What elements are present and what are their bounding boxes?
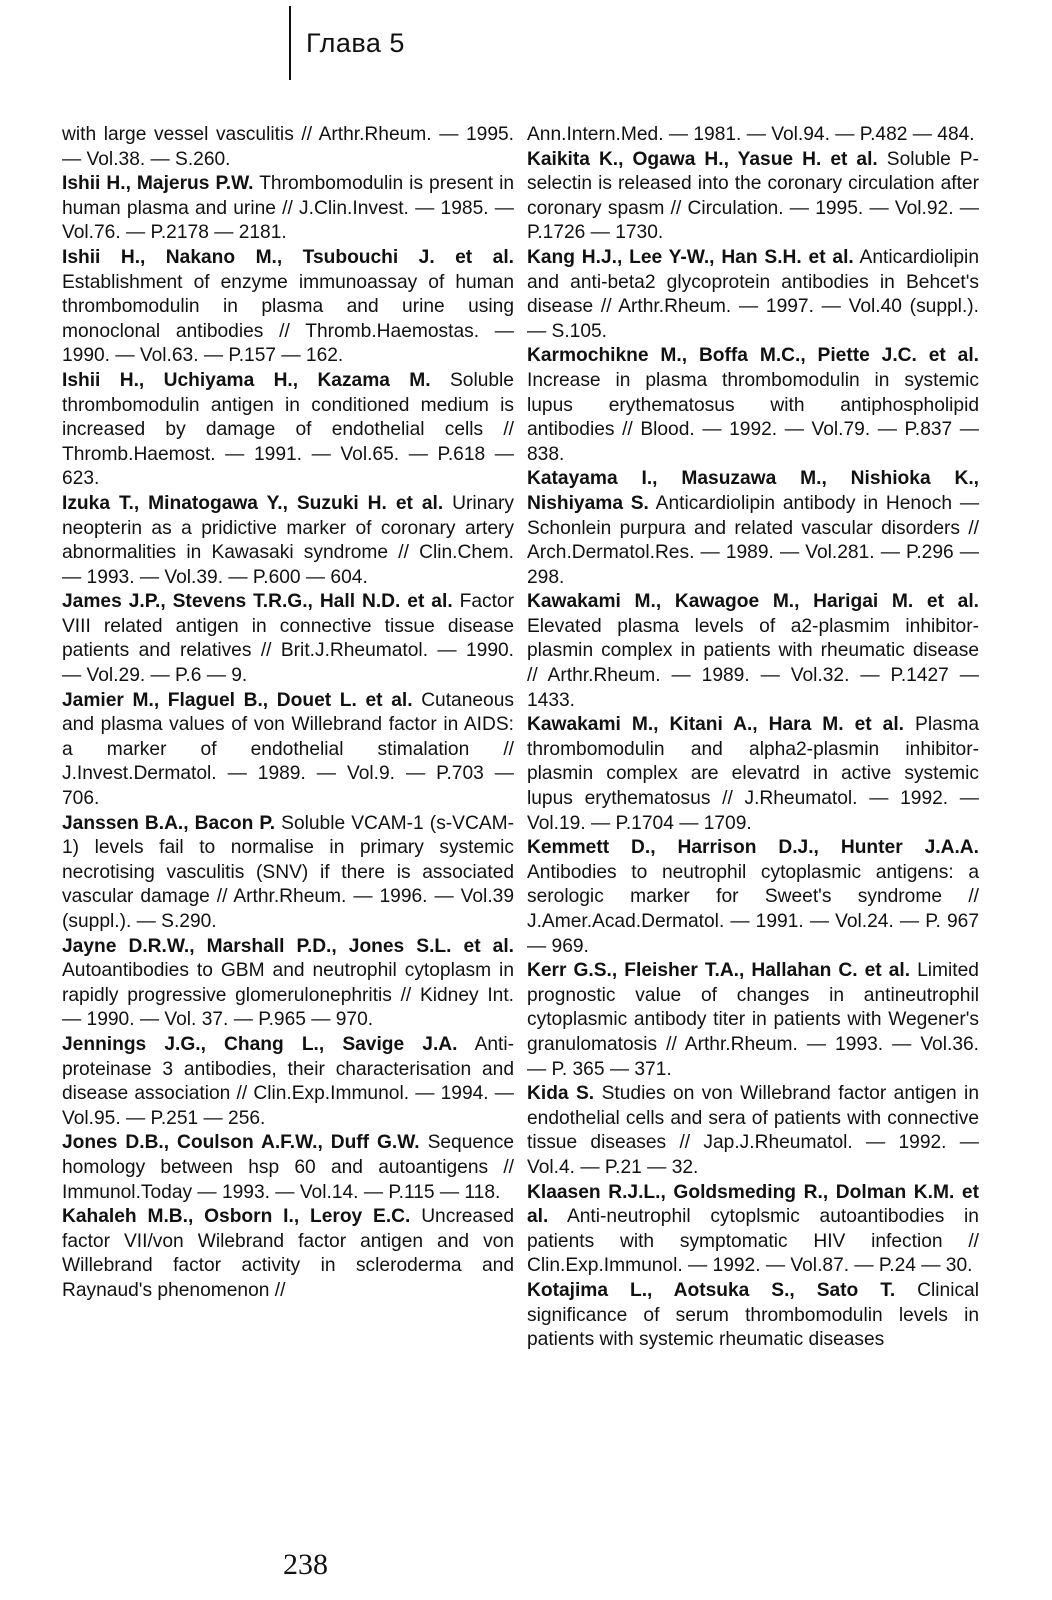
reference-entry (527, 590, 979, 713)
reference-entry (62, 590, 514, 688)
reference-text: Soluble VCAM-1 (s-VCAM-1) levels fail to normalise in primary systemic necrotising vasculitis (SNV) if there is associated vascular damage // Arthr.Rheum. — 1996. — Vol.39 (suppl.). — S.290. (62, 812, 515, 932)
reference-text: Cutaneous and plasma values of von Willebrand factor in AIDS: a marker of endothelial stimalation // J.Invest.Dermatol. — 1989. — Vol.9. — P.703 — 706. (62, 689, 514, 810)
reference-entry (62, 492, 514, 590)
reference-text: Elevated plasma levels of a2-plasmim inhibitor-plasmin complex in patients with rheumatic disease // Arthr.Rheum. — 1989. — Vol.32. — P.1427 — 1433. (527, 615, 979, 711)
reference-entry (62, 123, 514, 172)
reference-authors: Kemmett D., Harrison D.J., Hunter J.A.A. (527, 837, 979, 859)
reference-authors: Ishii H., Uchiyama H., Kazama M. (62, 369, 431, 391)
reference-entry (527, 467, 979, 590)
reference-entry (62, 1205, 514, 1303)
reference-authors: Jennings J.G., Chang L., Savige J.A. (62, 1033, 458, 1055)
reference-authors: Kawakami M., Kitani A., Hara M. et al. (527, 714, 904, 736)
reference-text: Anti-neutrophil cytoplsmic autoantibodies in patients with symptomatic HIV infection // Clin.Exp.Immunol. — 1992. — Vol.87. — P.24 — 30. (527, 1206, 979, 1277)
reference-authors: Jayne D.R.W., Marshall P.D., Jones S.L. et al. (62, 935, 514, 957)
reference-entry (62, 812, 514, 935)
reference-text: Ann.Intern.Med. — 1981. — Vol.94. — P.482 — 484. (527, 124, 975, 145)
reference-text: Establishment of enzyme immunoassay of human thrombomodulin in plasma and urine using monoclonal antibodies // Thromb.Haemostas. — 1990. — Vol.63. — P.157 — 162. (62, 271, 514, 367)
reference-entry (527, 959, 979, 1082)
reference-entry (62, 1033, 514, 1131)
reference-text: Limited prognostic value of changes in antineutrophil cytoplasmic antibody titer in patients with Wegener's granulomatosis // Arthr.Rheum. — 1993. — Vol.36. — P. 365 — 371. (527, 960, 979, 1080)
page-number: 238 (283, 1548, 328, 1581)
reference-text: Anticardiolipin and anti-beta2 glycoprotein antibodies in Behcet's disease // Arthr.Rheum. — 1997. — Vol.40 (suppl.). — S.105. (527, 246, 979, 342)
reference-entry (527, 836, 979, 959)
reference-entry (62, 689, 514, 812)
reference-text: Soluble thrombomodulin antigen in conditioned medium is increased by damage of endothelial cells // Thromb.Haemost. — 1991. — Vol.65. — P.618 — 623. (62, 369, 514, 490)
reference-text: Uncreased factor VII/von Wilebrand factor antigen and von Willebrand factor activity in scleroderma and Raynaud's phenomenon // (62, 1206, 514, 1301)
reference-entry (527, 1279, 979, 1353)
reference-authors: Kotajima L., Aotsuka S., Sato T. (527, 1279, 896, 1301)
reference-authors: Kida S. (527, 1083, 595, 1105)
reference-authors: Ishii H., Majerus P.W. (62, 173, 254, 195)
reference-entry (527, 123, 979, 148)
reference-entry (62, 369, 514, 492)
reference-text: Anticardiolipin antibody in Henoch — Schonlein purpura and related vascular disorders // Arch.Dermatol.Res. — 1989. — Vol.281. — P.296 — 298. (527, 492, 980, 588)
reference-authors: Klaasen R.J.L., Goldsmeding R., Dolman K.M. et al. (527, 1181, 979, 1228)
reference-authors: Kerr G.S., Fleisher T.A., Hallahan C. et al. (527, 960, 911, 982)
reference-text: Soluble P-selectin is released into the coronary circulation after coronary spasm // Circulation. — 1995. — Vol.92. — P.1726 — 1730. (527, 148, 979, 244)
reference-text: Autoantibodies to GBM and neutrophil cytoplasm in rapidly progressive glomerulonephritis // Kidney Int. — 1990. — Vol. 37. — P.965 — 970. (62, 960, 514, 1031)
reference-text: Sequence homology between hsp 60 and autoantigens // Immunol.Today — 1993. — Vol.14. — P.115 — 118. (62, 1132, 514, 1203)
reference-authors: Janssen B.A., Bacon P. (62, 812, 276, 834)
reference-text: Increase in plasma thrombomodulin in systemic lupus erythematosus with antiphospholipid antibodies // Blood. — 1992. — Vol.79. — P.837 — 838. (527, 369, 979, 465)
chapter-heading: Глава 5 (306, 28, 405, 58)
reference-entry (62, 172, 514, 246)
reference-entry (527, 148, 979, 246)
reference-text: Antibodies to neutrophil cytoplasmic antigens: a serologic marker for Sweet's syndrome // J.Amer.Acad.Dermatol. — 1991. — Vol.24. — P. 967 — 969. (527, 861, 979, 957)
reference-authors: Kaikita K., Ogawa H., Yasue H. et al. (527, 148, 878, 170)
reference-text: Factor VIII related antigen in connective tissue disease patients and relatives // Brit.J.Rheumatol. — 1990. — Vol.29. — P.6 — 9. (62, 591, 514, 687)
reference-text: Plasma thrombomodulin and alpha2-plasmin inhibitor-plasmin complex are elevatrd in active systemic lupus erythematosus // J.Rheumatol. — 1992. — Vol.19. — P.1704 — 1709. (527, 714, 979, 834)
reference-authors: Jones D.B., Coulson A.F.W., Duff G.W. (62, 1132, 420, 1154)
reference-text: Studies on von Willebrand factor antigen in endothelial cells and sera of patients with connective tissue diseases // Jap.J.Rheumatol. — 1992. — Vol.4. — P.21 — 32. (527, 1083, 979, 1178)
header-divider (289, 6, 291, 80)
reference-authors: Kang H.J., Lee Y-W., Han S.H. et al. (527, 246, 854, 268)
reference-entry (527, 246, 979, 344)
reference-authors: Ishii H., Nakano M., Tsubouchi J. et al. (62, 246, 514, 268)
reference-entry (62, 1131, 514, 1205)
reference-text: Urinary neopterin as a pridictive marker of coronary artery abnormalities in Kawasaki syndrome // Clin.Chem. — 1993. — Vol.39. — P.600 — 604. (62, 492, 514, 588)
reference-entry (527, 713, 979, 836)
reference-authors: Kahaleh M.B., Osborn I., Leroy E.C. (62, 1206, 411, 1228)
reference-authors: Karmochikne M., Boffa M.C., Piette J.C. et al. (527, 345, 979, 367)
right-column (527, 123, 979, 1353)
reference-text: Anti-proteinase 3 antibodies, their characterisation and disease association // Clin.Exp.Immunol. — 1994. — Vol.95. — P.251 — 256. (62, 1033, 515, 1129)
reference-authors: Kawakami M., Kawagoe M., Harigai M. et al. (527, 591, 979, 613)
left-column (62, 123, 514, 1304)
reference-authors: Katayama I., Masuzawa M., Nishioka K., Nishiyama S. (527, 468, 979, 514)
reference-entry (527, 1181, 979, 1279)
reference-entry (62, 246, 514, 369)
reference-authors: Izuka T., Minatogawa Y., Suzuki H. et al. (62, 492, 444, 514)
reference-authors: James J.P., Stevens T.R.G., Hall N.D. et al. (62, 591, 453, 613)
reference-text: with large vessel vasculitis // Arthr.Rheum. — 1995. — Vol.38. — S.260. (62, 124, 514, 170)
reference-entry (62, 935, 514, 1033)
reference-entry (527, 1082, 979, 1180)
reference-entry (527, 344, 979, 467)
reference-text: Clinical significance of serum thrombomodulin levels in patients with systemic rheumatic diseases (527, 1279, 979, 1351)
reference-authors: Jamier M., Flaguel B., Douet L. et al. (62, 689, 413, 711)
reference-text: Thrombomodulin is present in human plasma and urine // J.Clin.Invest. — 1985. — Vol.76. — P.2178 — 2181. (62, 173, 514, 244)
